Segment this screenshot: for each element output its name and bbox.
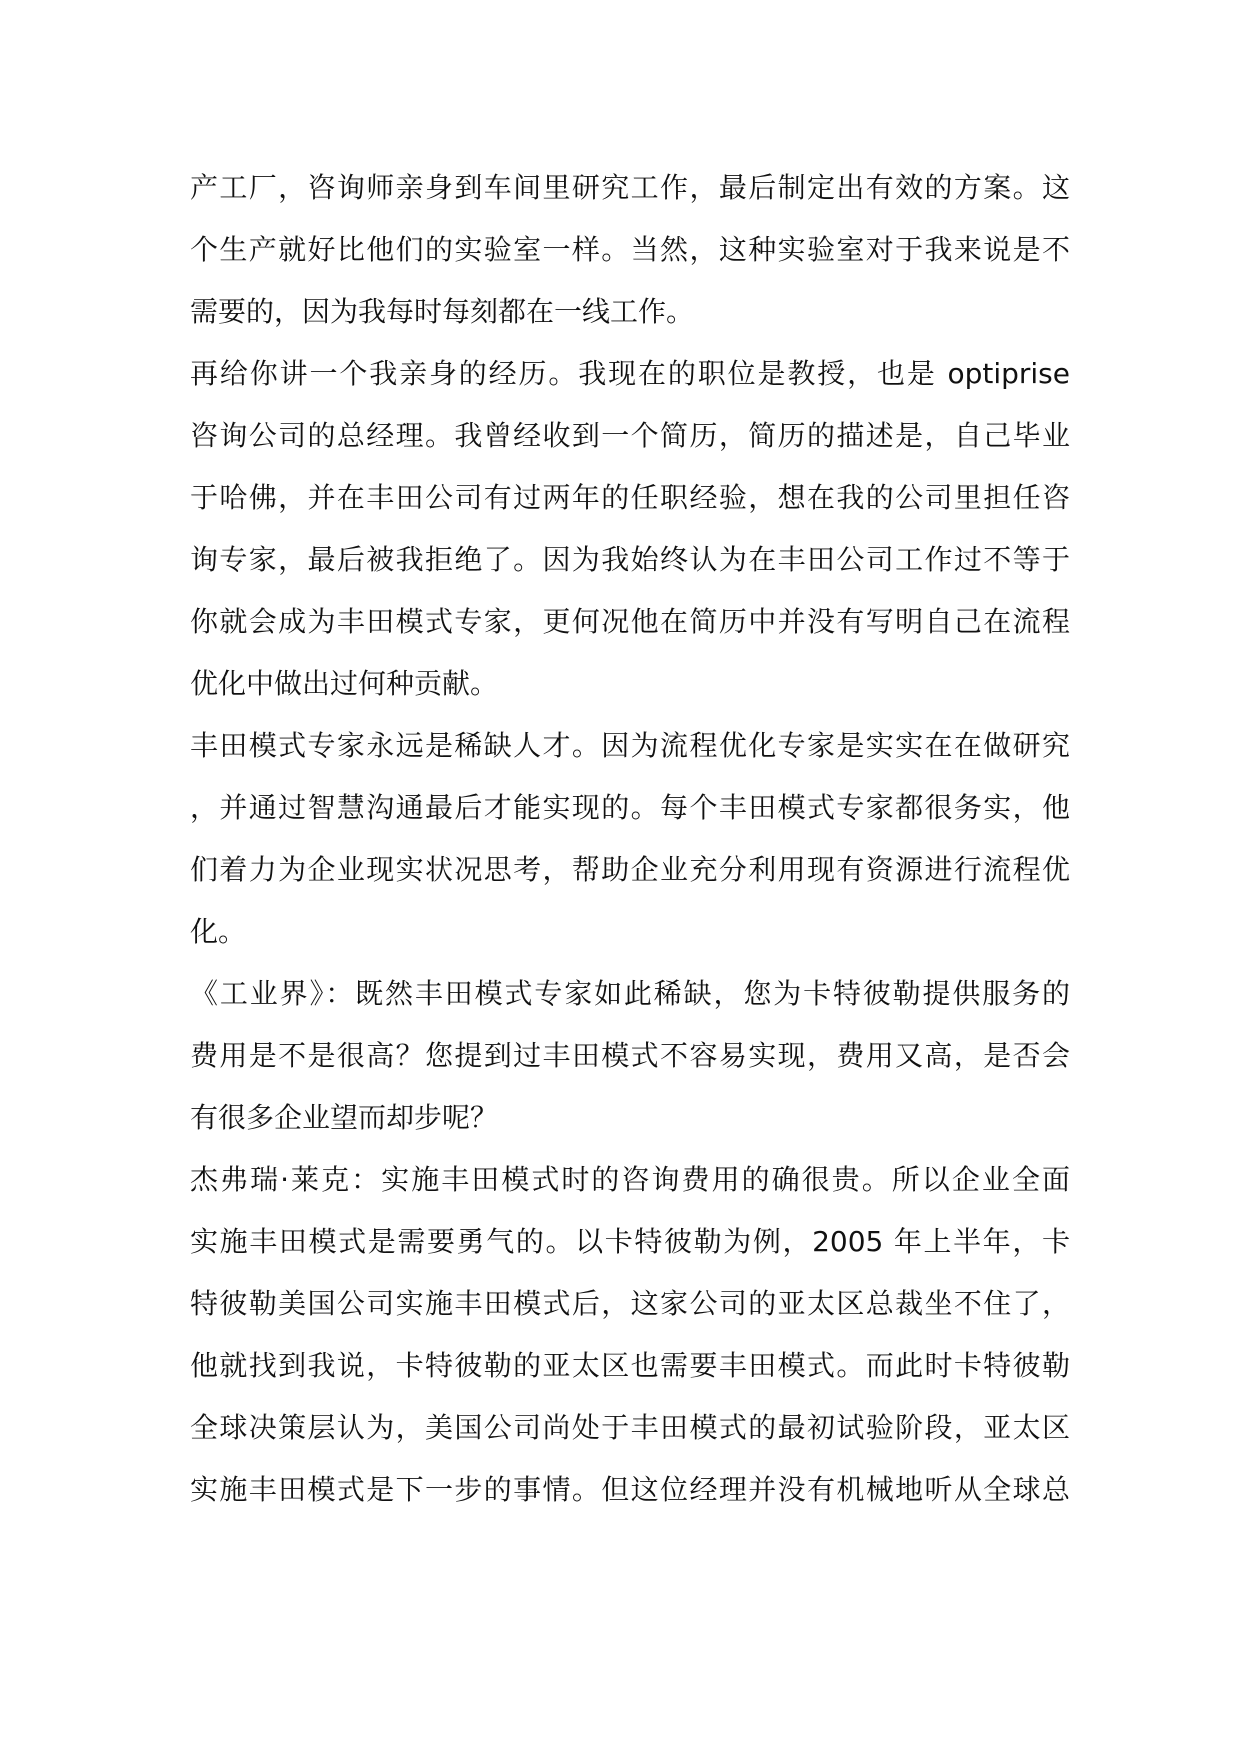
body-text — [190, 157, 1070, 1521]
text-line: 咨询公司的总经理。我曾经收到一个简历，简历的描述是，自己毕业 — [190, 419, 1070, 452]
text-line: 《工业界》：既然丰田模式专家如此稀缺，您为卡特彼勒提供服务的 — [190, 977, 1070, 1010]
text-line: 化。 — [190, 915, 247, 948]
text-line: 他就找到我说，卡特彼勒的亚太区也需要丰田模式。而此时卡特彼勒 — [190, 1349, 1070, 1382]
text-line: 费用是不是很高？您提到过丰田模式不容易实现，费用又高，是否会 — [190, 1039, 1070, 1072]
text-line: 有很多企业望而却步呢？ — [190, 1101, 499, 1134]
text-line: 需要的，因为我每时每刻都在一线工作。 — [190, 295, 695, 328]
text-line: 优化中做出过何种贡献。 — [190, 667, 499, 700]
text-line: 们着力为企业现实状况思考，帮助企业充分利用现有资源进行流程优 — [190, 853, 1070, 886]
text-line: 你就会成为丰田模式专家，更何况他在简历中并没有写明自己在流程 — [190, 605, 1070, 638]
text-line: 再给你讲一个我亲身的经历。我现在的职位是教授，也是 optiprise — [190, 357, 1070, 390]
text-line: ，并通过智慧沟通最后才能实现的。每个丰田模式专家都很务实，他 — [190, 791, 1070, 824]
text-line: 个生产就好比他们的实验室一样。当然，这种实验室对于我来说是不 — [190, 233, 1070, 266]
text-line: 询专家，最后被我拒绝了。因为我始终认为在丰田公司工作过不等于 — [190, 543, 1070, 576]
text-line: 全球决策层认为，美国公司尚处于丰田模式的最初试验阶段，亚太区 — [190, 1411, 1070, 1444]
text-line: 特彼勒美国公司实施丰田模式后，这家公司的亚太区总裁坐不住了， — [190, 1287, 1070, 1320]
text-line: 产工厂，咨询师亲身到车间里研究工作，最后制定出有效的方案。这 — [190, 171, 1070, 204]
text-line: 实施丰田模式是需要勇气的。以卡特彼勒为例，2005 年上半年，卡 — [190, 1225, 1070, 1258]
text-line: 实施丰田模式是下一步的事情。但这位经理并没有机械地听从全球总 — [190, 1473, 1070, 1506]
text-line: 于哈佛，并在丰田公司有过两年的任职经验，想在我的公司里担任咨 — [190, 481, 1070, 514]
text-line: 杰弗瑞·莱克：实施丰田模式时的咨询费用的确很贵。所以企业全面 — [190, 1163, 1070, 1196]
text-line: 丰田模式专家永远是稀缺人才。因为流程优化专家是实实在在做研究 — [190, 729, 1070, 762]
